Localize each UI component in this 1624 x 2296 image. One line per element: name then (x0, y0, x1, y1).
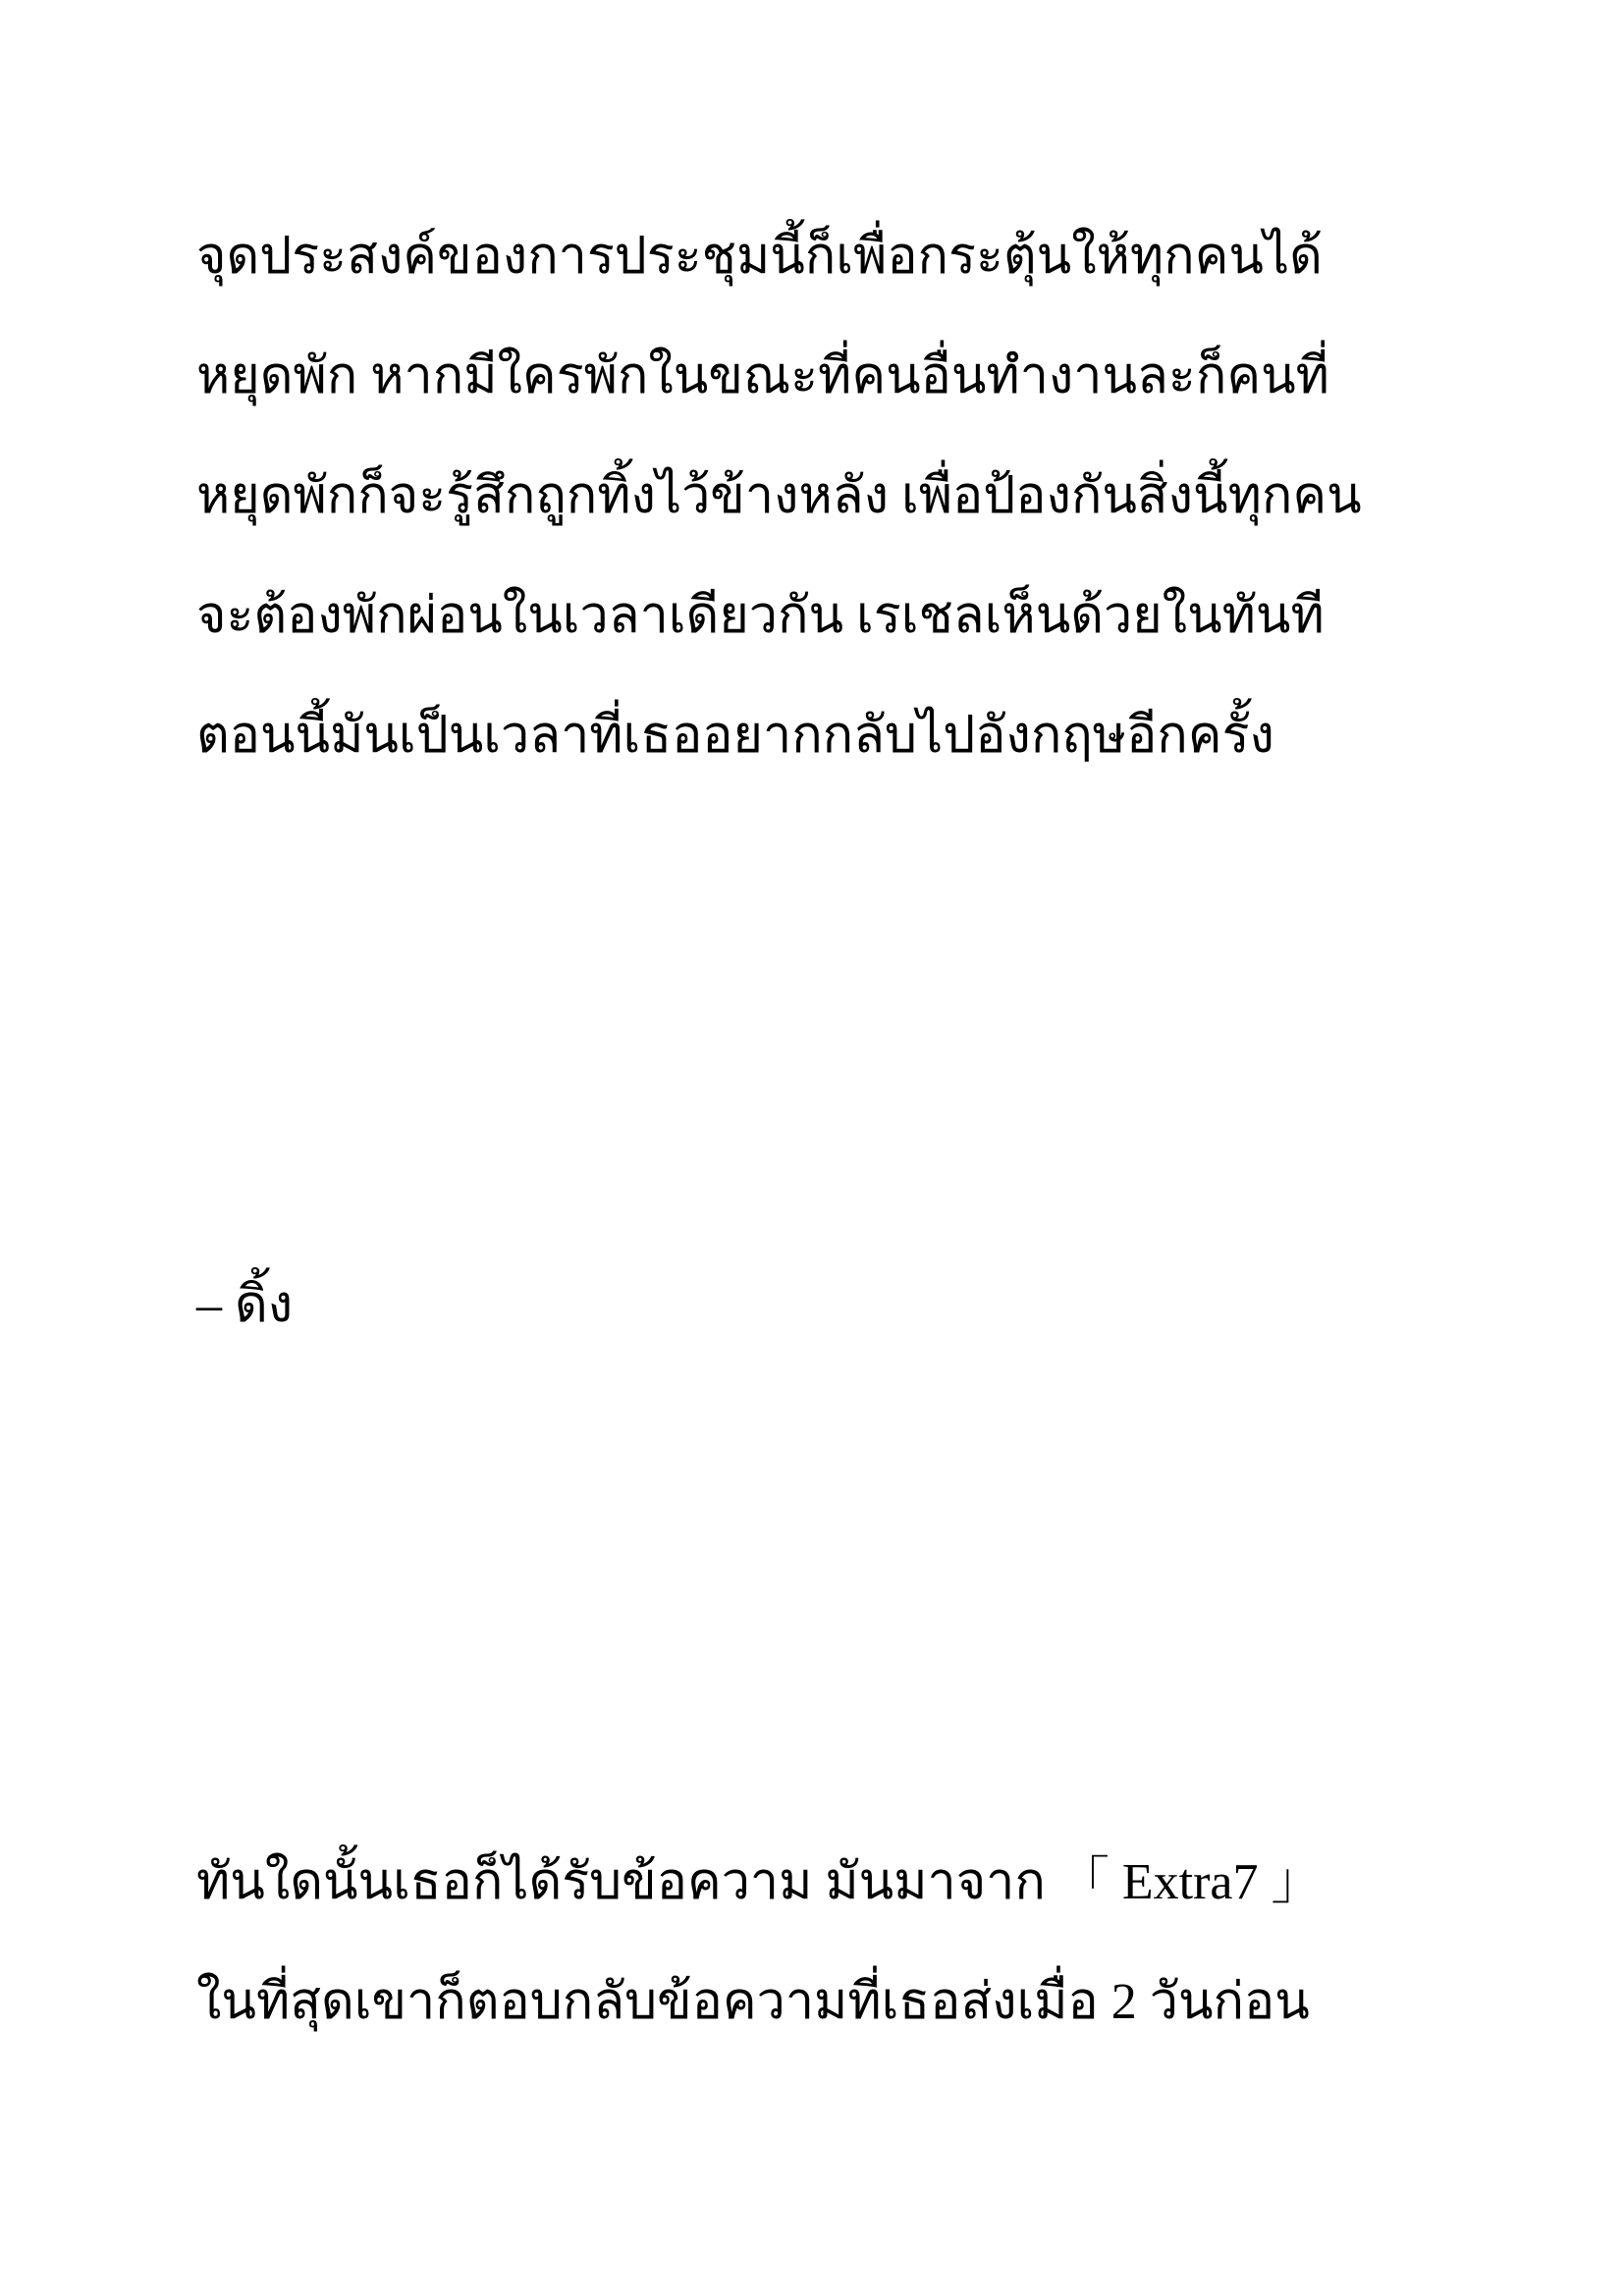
text-line: หยุดพัก หากมีใครพักในขณะที่คนอื่นทำงานละก็คนที่ (196, 348, 1329, 404)
sound-effect-text: – ดิ้ง (196, 1277, 294, 1333)
text-line: ทันใดนั้นเธอก็ได้รับข้อความ มันมาจาก 「 Extra7 」 (196, 1854, 1323, 1910)
text-line: ตอนนี้มันเป็นเวลาที่เธออยากกลับไปอังกฤษอีกครั้ง (196, 708, 1274, 764)
text-line: ในที่สุดเขาก็ตอบกลับข้อความที่เธอส่งเมื่อ 2 วันก่อน (196, 1974, 1310, 2030)
text-line: จุดประสงค์ของการประชุมนี้ก็เพื่อกระตุ้นให้ทุกคนได้ (196, 229, 1323, 285)
text-line: จะต้องพักผ่อนในเวลาเดียวกัน เรเชลเห็นด้วยในทันที (196, 588, 1325, 644)
text-line: หยุดพักก็จะรู้สึกถูกทิ้งไว้ข้างหลัง เพื่อป้องกันสิ่งนี้ทุกคน (196, 468, 1362, 524)
